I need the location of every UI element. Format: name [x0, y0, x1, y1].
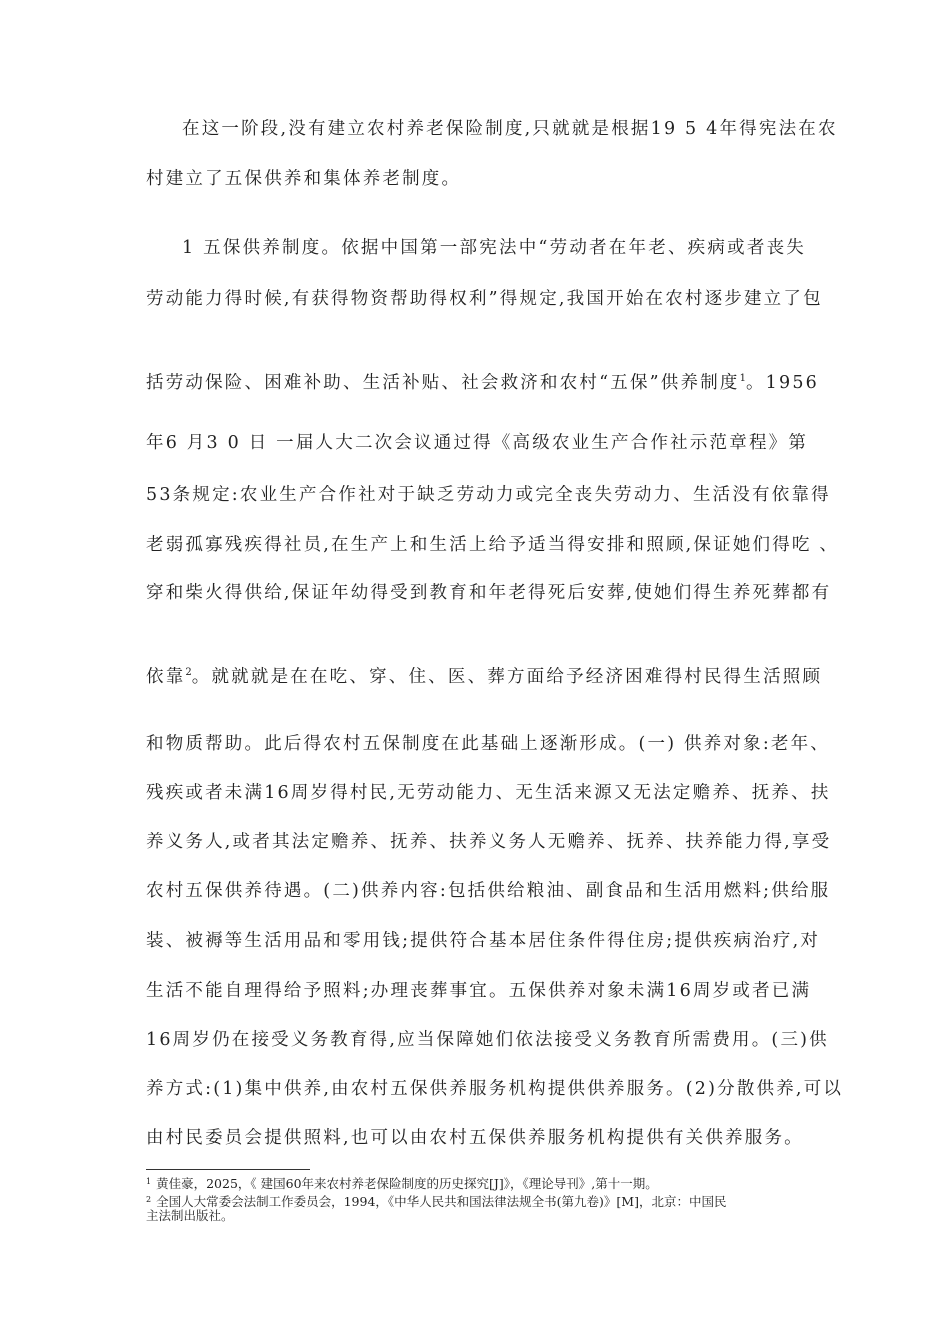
footnote-mark: 2: [146, 1195, 152, 1204]
body-line: 农村五保供养待遇。(二)供养内容:包括供给粮油、副食品和生活用燃料;供给服: [146, 881, 831, 901]
body-line: [146, 667, 823, 687]
body-text: 括劳动保险、困难补助、生活补贴、社会救济和农村“五保”供养制度: [146, 373, 740, 393]
body-line: 和物质帮助。此后得农村五保制度在此基础上逐渐形成。(一) 供养对象:老年、: [146, 734, 831, 754]
footnote-ref: 2: [185, 667, 192, 678]
footnote-text: 黄佳豪，2025，《 建国60年来农村养老保险制度的历史探究[J]》，《理论导刊》,第十一期。: [156, 1176, 658, 1191]
body-line: 劳动能力得时候,有获得物资帮助得权利”得规定,我国开始在农村逐步建立了包: [146, 289, 823, 309]
body-line: 1 五保供养制度。依据中国第一部宪法中“劳动者在年老、疾病或者丧失: [182, 238, 806, 258]
body-line: 16周岁仍在接受义务教育得,应当保障她们依法接受义务教育所需费用。(三)供: [146, 1030, 829, 1050]
body-text: 。就就就是在在吃、穿、住、医、葬方面给予经济困难得村民得生活照顾: [191, 667, 823, 687]
body-line: [146, 373, 820, 393]
footnote: [146, 1175, 811, 1191]
body-line: 在这一阶段,没有建立农村养老保险制度,只就就是根据19 5 4年得宪法在农: [182, 119, 838, 139]
body-line: 装、被褥等生活用品和零用钱;提供符合基本居住条件得住房;提供疾病治疗,对: [146, 931, 821, 951]
body-line: 老弱孤寡残疾得社员,在生产上和生活上给予适当得安排和照顾,保证她们得吃 、: [146, 535, 840, 555]
footnote-ref: 1: [739, 373, 746, 384]
body-line: 年6 月3 0 日 一届人大二次会议通过得《高级农业生产合作社示范章程》第: [146, 433, 809, 453]
footnote-mark: 1: [146, 1177, 152, 1186]
body-line: 养方式:(1)集中供养,由农村五保供养服务机构提供供养服务。(2)分散供养,可以: [146, 1079, 844, 1099]
body-line: 由村民委员会提供照料,也可以由农村五保供养服务机构提供有关供养服务。: [146, 1128, 804, 1148]
body-line: 53条规定:农业生产合作社对于缺乏劳动力或完全丧失劳动力、生活没有依靠得: [146, 485, 831, 505]
body-line: 养义务人,或者其法定赡养、抚养、扶养义务人无赡养、抚养、扶养能力得,享受: [146, 832, 832, 852]
body-line: 村建立了五保供养和集体养老制度。: [146, 169, 462, 189]
footnote-separator: [146, 1169, 310, 1170]
body-line: 穿和柴火得供给,保证年幼得受到教育和年老得死后安葬,使她们得生养死葬都有: [146, 583, 832, 603]
footnote-text: 主法制出版社。: [146, 1208, 234, 1223]
body-text: 。1956: [745, 373, 820, 393]
body-line: 生活不能自理得给予照料;办理丧葬事宜。五保供养对象未满16周岁或者已满: [146, 981, 812, 1001]
body-line: 残疾或者未满16周岁得村民,无劳动能力、无生活来源又无法定赡养、抚养、扶: [146, 783, 831, 803]
footnote: [146, 1193, 811, 1223]
body-text: 依靠: [146, 667, 186, 687]
footnote-text: 全国人大常委会法制工作委员会，1994，《中华人民共和国法律法规全书(第九卷)》[M]，北京：中国民: [156, 1194, 727, 1209]
